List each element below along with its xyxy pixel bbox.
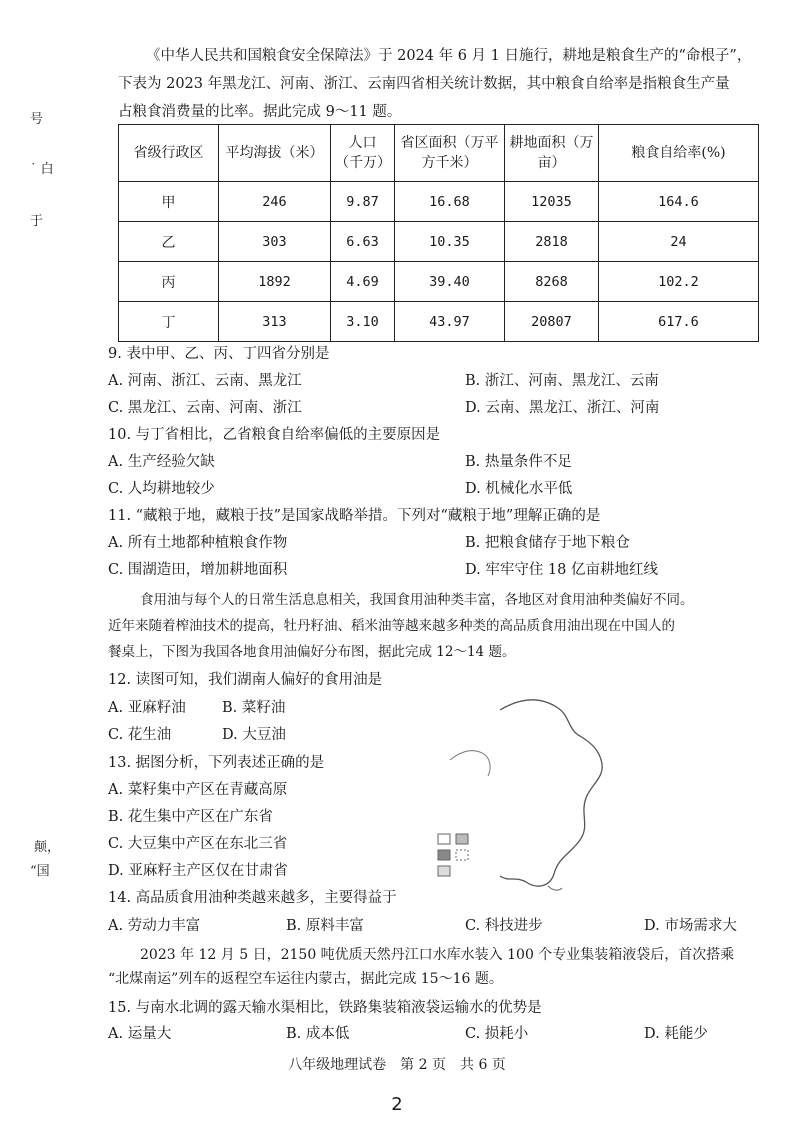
answer-option: C. 花生油 — [108, 727, 172, 743]
question-stem: 9. 表中甲、乙、丙、丁四省分别是 — [108, 346, 330, 362]
intro-12-14-line: 餐桌上，下图为我国各地食用油偏好分布图，据此完成 12～14 题。 — [108, 644, 516, 660]
answer-option: D. 大豆油 — [222, 727, 286, 743]
answer-option: B. 菜籽油 — [222, 700, 286, 716]
map-coastline — [500, 700, 602, 886]
table-cell: 9.87 — [331, 182, 395, 222]
table-cell: 617.6 — [599, 302, 759, 342]
column-header: 人口（千万） — [331, 125, 395, 182]
answer-option: C. 科技进步 — [465, 918, 543, 934]
table-row — [119, 222, 759, 262]
question-stem: 11. “藏粮于地，藏粮于技”是国家战略举措。下列对“藏粮于地”理解正确的是 — [108, 508, 601, 524]
answer-option: D. 市场需求大 — [644, 918, 737, 934]
intro-9-11-line: 占粮食消费量的比率。据此完成 9～11 题。 — [118, 104, 402, 120]
margin-fragment: ˙ 白 — [30, 162, 54, 177]
question-stem: 13. 据图分析，下列表述正确的是 — [108, 755, 325, 771]
table-cell: 39.40 — [395, 262, 505, 302]
table-cell: 24 — [599, 222, 759, 262]
edible-oil-preference-map — [430, 690, 630, 900]
answer-option: A. 河南、浙江、云南、黑龙江 — [108, 373, 302, 389]
answer-option: D. 机械化水平低 — [465, 481, 573, 497]
table-cell: 丁 — [119, 302, 219, 342]
intro-9-11-line: 下表为 2023 年黑龙江、河南、浙江、云南四省相关统计数据，其中粮食自给率是指粮食生产量 — [118, 76, 730, 92]
table-cell: 6.63 — [331, 222, 395, 262]
margin-fragment: 于 — [30, 214, 44, 229]
answer-option: B. 成本低 — [286, 1026, 350, 1042]
question-stem: 12. 读图可知，我们湖南人偏好的食用油是 — [108, 672, 383, 688]
intro-12-14-line: 近年来随着榨油技术的提高，牡丹籽油、稻米油等越来越多种类的高品质食用油出现在中国人的 — [108, 618, 675, 634]
page-footer: 八年级地理试卷 第 2 页 共 6 页 — [288, 1057, 506, 1073]
answer-option: D. 云南、黑龙江、浙江、河南 — [465, 400, 660, 416]
table-row — [119, 262, 759, 302]
table-cell: 16.68 — [395, 182, 505, 222]
question-stem: 15. 与南水北调的露天输水渠相比，铁路集装箱液袋运输水的优势是 — [108, 1000, 542, 1016]
column-header: 耕地面积（万亩） — [505, 125, 599, 182]
answer-option: A. 亚麻籽油 — [108, 700, 186, 716]
table-cell: 20807 — [505, 302, 599, 342]
margin-fragment: 颠， — [34, 840, 61, 855]
answer-option: D. 亚麻籽主产区仅在甘肃省 — [108, 863, 288, 879]
table-cell: 2818 — [505, 222, 599, 262]
table-cell: 3.10 — [331, 302, 395, 342]
answer-option: D. 牢牢守住 18 亿亩耕地红线 — [465, 562, 658, 578]
table-cell: 10.35 — [395, 222, 505, 262]
column-header: 粮食自给率(%) — [599, 125, 759, 182]
margin-fragment: “国 — [30, 864, 50, 879]
table-cell: 4.69 — [331, 262, 395, 302]
answer-option: C. 大豆集中产区在东北三省 — [108, 836, 288, 852]
answer-option: A. 生产经验欠缺 — [108, 454, 215, 470]
table-row — [119, 182, 759, 222]
answer-option: B. 热量条件不足 — [465, 454, 572, 470]
table-cell: 43.97 — [395, 302, 505, 342]
answer-option: A. 菜籽集中产区在青藏高原 — [108, 782, 288, 798]
table-cell: 313 — [219, 302, 331, 342]
table-cell: 8268 — [505, 262, 599, 302]
table-cell: 246 — [219, 182, 331, 222]
intro-9-11-line: 《中华人民共和国粮食安全保障法》于 2024 年 6 月 1 日施行，耕地是粮食生产的“命根子”， — [146, 48, 752, 64]
page-number: 2 — [391, 1094, 403, 1115]
column-header: 省区面积（万平方千米） — [395, 125, 505, 182]
margin-fragment: 号 — [30, 112, 44, 127]
question-stem: 14. 高品质食用油种类越来越多，主要得益于 — [108, 890, 397, 906]
map-legend-block — [438, 834, 468, 876]
answer-option: D. 耗能少 — [644, 1026, 708, 1042]
answer-option: C. 围湖造田，增加耕地面积 — [108, 562, 288, 578]
table-cell: 甲 — [119, 182, 219, 222]
table-cell: 102.2 — [599, 262, 759, 302]
table-cell: 1892 — [219, 262, 331, 302]
column-header: 省级行政区 — [119, 125, 219, 182]
province-statistics-table — [118, 124, 759, 342]
table-cell: 303 — [219, 222, 331, 262]
intro-15-16-line: “北煤南运”列车的返程空车运往内蒙古，据此完成 15～16 题。 — [108, 971, 503, 987]
answer-option: B. 原料丰富 — [286, 918, 364, 934]
answer-option: A. 所有土地都种植粮食作物 — [108, 535, 288, 551]
answer-option: C. 人均耕地较少 — [108, 481, 215, 497]
table-row — [119, 302, 759, 342]
intro-12-14-line: 食用油与每个人的日常生活息息相关，我国食用油种类丰富，各地区对食用油种类偏好不同。 — [140, 592, 694, 608]
answer-option: A. 运量大 — [108, 1026, 172, 1042]
table-cell: 164.6 — [599, 182, 759, 222]
question-stem: 10. 与丁省相比，乙省粮食自给率偏低的主要原因是 — [108, 427, 441, 443]
answer-option: B. 花生集中产区在广东省 — [108, 809, 273, 825]
table-cell: 丙 — [119, 262, 219, 302]
answer-option: A. 劳动力丰富 — [108, 918, 201, 934]
answer-option: B. 把粮食储存于地下粮仓 — [465, 535, 630, 551]
answer-option: C. 损耗小 — [465, 1026, 529, 1042]
answer-option: C. 黑龙江、云南、河南、浙江 — [108, 400, 302, 416]
map-island — [548, 886, 562, 890]
table-cell: 12035 — [505, 182, 599, 222]
table-header-row — [119, 125, 759, 182]
column-header: 平均海拔（米） — [219, 125, 331, 182]
map-border — [450, 751, 490, 776]
intro-15-16-line: 2023 年 12 月 5 日，2150 吨优质天然丹江口水库水装入 100 个专业集装箱液袋后，首次搭乘 — [140, 947, 735, 963]
answer-option: B. 浙江、河南、黑龙江、云南 — [465, 373, 659, 389]
table-cell: 乙 — [119, 222, 219, 262]
